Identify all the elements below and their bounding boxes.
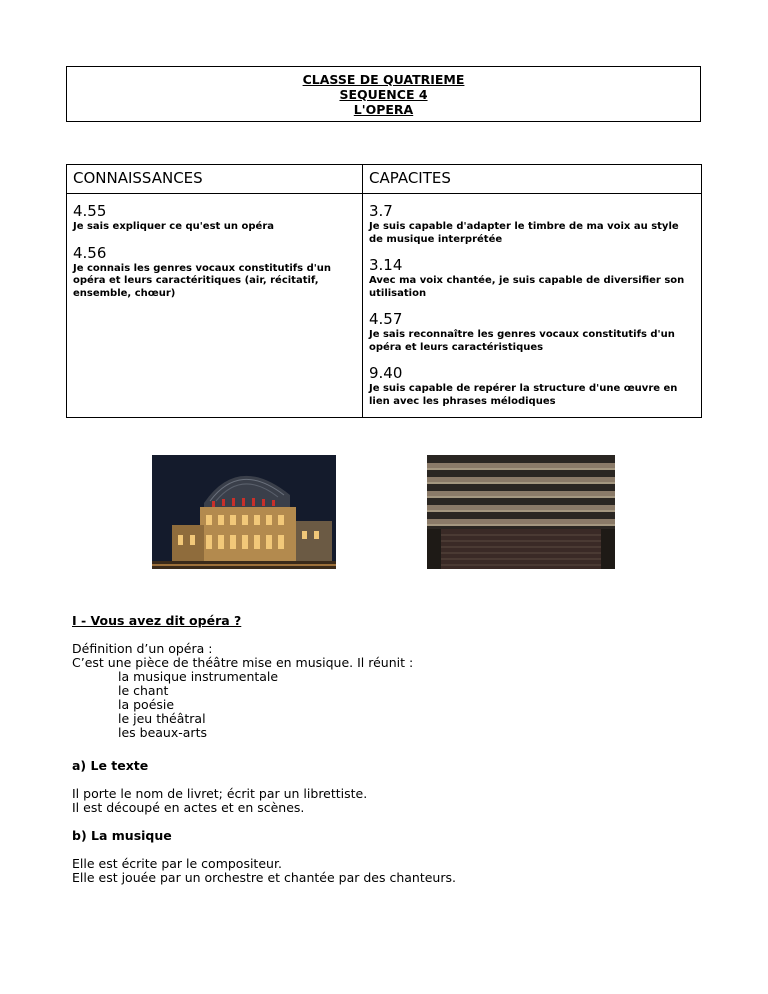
list-item: la poésie (118, 697, 175, 712)
capacites-cell (363, 194, 702, 418)
paragraph-line: Elle est jouée par un orchestre et chantée par des chanteurs. (72, 870, 456, 885)
skill-description: Je suis capable de repérer la structure d'une œuvre en lien avec les phrases mélodiques (369, 383, 678, 407)
list-item: la musique instrumentale (118, 669, 279, 684)
skills-table (66, 164, 702, 418)
title-box (66, 66, 701, 122)
topic-title: L'OPERA (353, 101, 414, 117)
sequence-title: SEQUENCE 4 (339, 86, 428, 102)
skill-description: Je suis capable d'adapter le timbre de ma voix au style de musique interprétée (369, 221, 679, 245)
paragraph-line: Il est découpé en actes et en scènes. (72, 800, 305, 815)
skill-description: Avec ma voix chantée, je suis capable de diversifier son utilisation (369, 275, 685, 299)
connaissances-cell (67, 194, 363, 418)
connaissances-heading: CONNAISSANCES (67, 165, 363, 194)
definition-label: Définition d’un opéra : (72, 641, 213, 656)
paragraph-line: Il porte le nom de livret; écrit par un librettiste. (72, 786, 368, 801)
class-title: CLASSE DE QUATRIEME (302, 71, 465, 87)
subsection-heading: b) La musique (72, 828, 172, 843)
list-item: le jeu théâtral (118, 711, 206, 726)
opera-house-photo (152, 455, 336, 569)
skill-description: Je connais les genres vocaux constitutifs d'un opéra et leurs caractéritiques (air, récitatif, ensemble, chœur) (73, 262, 332, 299)
skill-code: 4.56 (73, 243, 107, 262)
definition-list (72, 670, 413, 740)
skill-code: 3.7 (369, 202, 393, 220)
skill-code: 4.57 (369, 310, 403, 328)
opera-hall-photo (427, 455, 615, 569)
skill-description: Je sais expliquer ce qu'est un opéra (73, 221, 275, 232)
list-item: les beaux-arts (118, 725, 207, 740)
section-heading: I - Vous avez dit opéra ? (72, 613, 242, 628)
capacites-heading: CAPACITES (363, 165, 702, 194)
skill-code: 3.14 (369, 256, 403, 274)
list-item: le chant (118, 683, 169, 698)
section-musique (72, 829, 456, 885)
skill-code: 4.55 (73, 202, 107, 220)
skill-code: 9.40 (369, 364, 403, 382)
subsection-heading: a) Le texte (72, 758, 149, 773)
section-opera (72, 614, 413, 740)
skill-description: Je sais reconnaître les genres vocaux constitutifs d'un opéra et leurs caractéristiques (369, 329, 675, 353)
section-texte (72, 759, 367, 815)
paragraph-line: Elle est écrite par le compositeur. (72, 856, 282, 871)
definition-text: C’est une pièce de théâtre mise en musique. Il réunit : (72, 655, 414, 670)
